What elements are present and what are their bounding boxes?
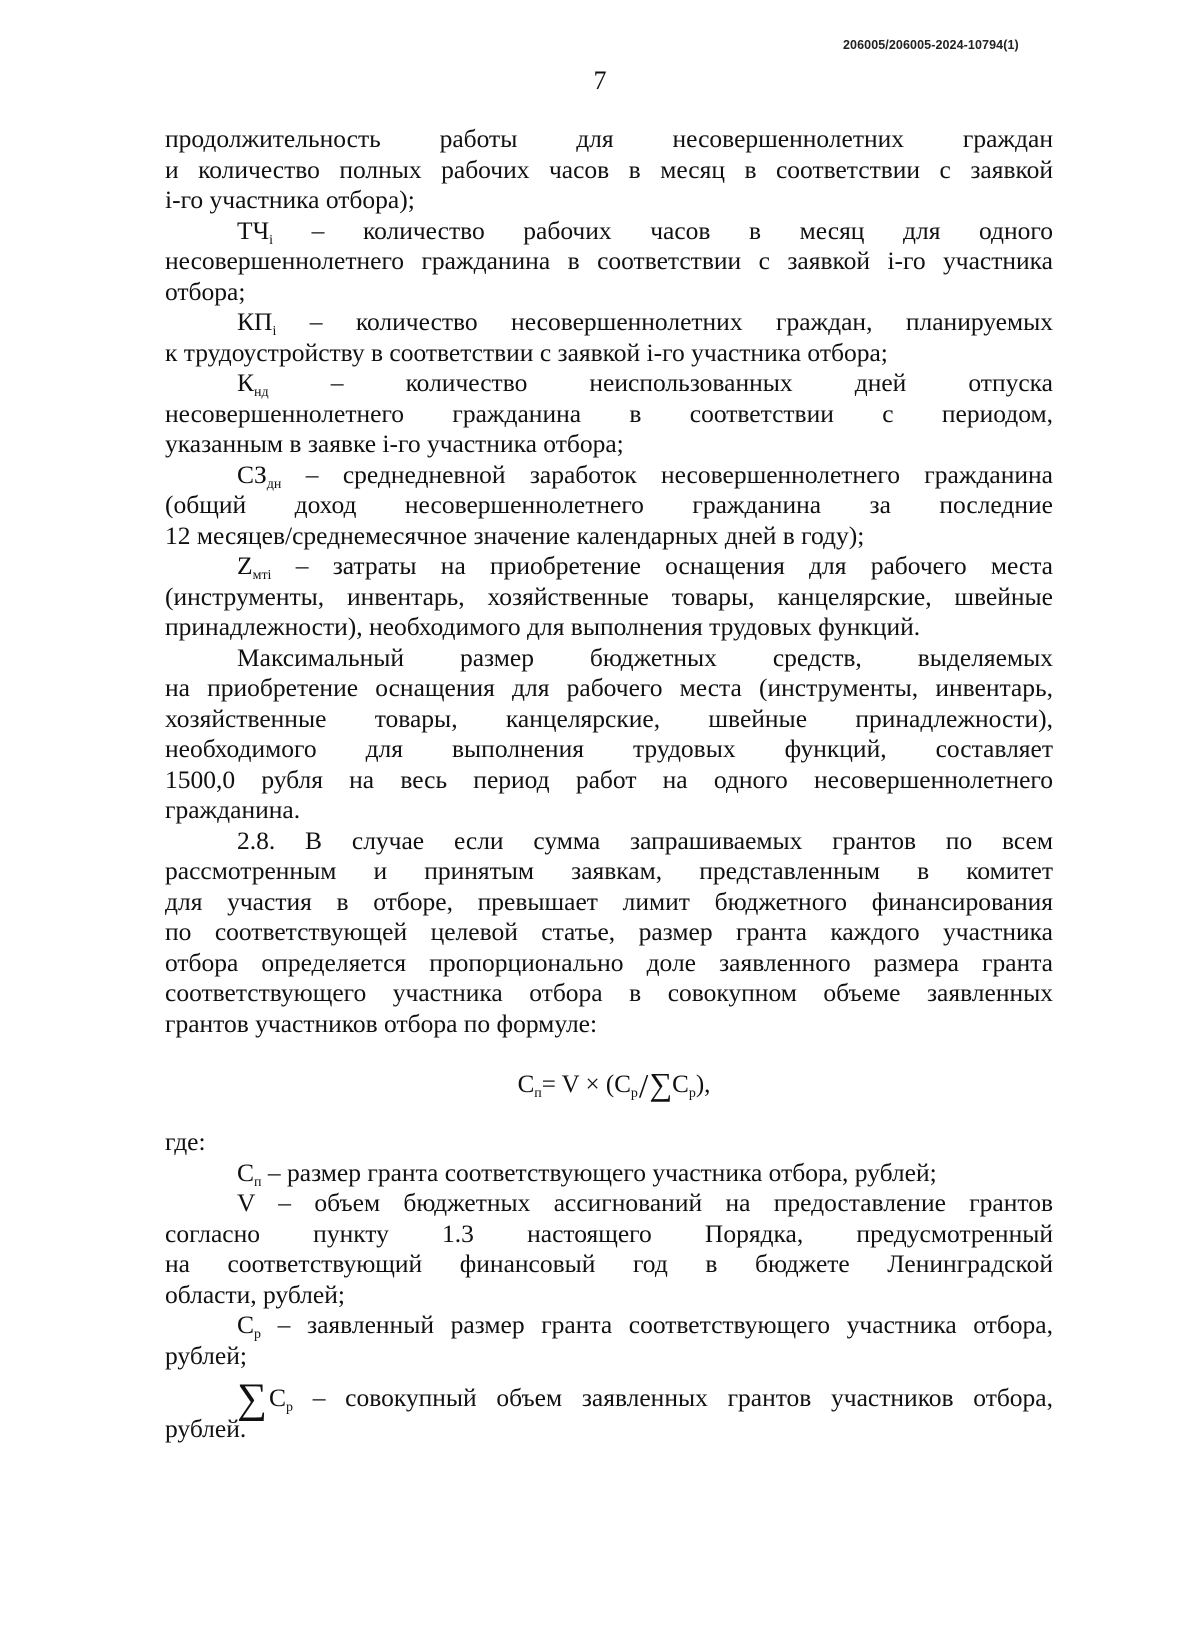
definition-kp: $КП_i$ – количество несовершеннолетних граждан, планируемых [237,307,1054,339]
sum-sign: ∑ [649,1066,673,1102]
definition-cn: $С_п$ – размер гранта соответствующего участника отбора, рублей; [237,1157,937,1190]
text-line: i-го участника отбора); [165,185,415,214]
text-line: и количество полных рабочих часов в месяц в соответствии с заявкой [165,154,1053,184]
text-line: области, рублей; [165,1279,345,1309]
definition-zmt: $Z_{мтi}$ – затраты на приобретение оснащения для рабочего места [237,551,1053,583]
definition-cp: $С_р$ – заявленный размер гранта соответствующего участника отбора, [237,1310,1053,1342]
text-line: гражданина. [165,795,301,824]
text-line: согласно пункту 1.3 настоящего Порядка, предусмотренный [165,1218,1053,1248]
formula-sub: р [630,1086,638,1101]
text-line: рублей. [165,1413,247,1443]
text-line: принадлежности), необходимого для выполнения трудовых функций. [165,612,921,641]
symbol-tch: $ТЧ_i$ [237,215,274,248]
text-line: 2.8. В случае если сумма запрашиваемых грантов по всем [237,825,1053,855]
formula-sub: р [688,1086,696,1101]
symbol-cn: $С_п$ [237,1157,262,1190]
symbol-cp: $С_р$ [237,1310,262,1342]
definition-sum-cp: $\sum С_р$ – совокупный объем заявленных грантов участников отбора, [237,1376,1054,1422]
text-line: на соответствующий финансовый год в бюджете Ленинградской [165,1249,1053,1278]
text-line: на приобретение оснащения для рабочего места (инструменты, инвентарь, [165,673,1053,702]
formula-lhs: $С_п$ [517,1071,542,1101]
text-line: для участия в отборе, превышает лимит бюджетного финансирования [165,886,1053,916]
symbol-sum-cp: $\sum С_р$ [237,1376,293,1422]
symbol-kp: $КП_i$ [237,307,277,339]
symbol-zmt: $Z_{мтi}$ [237,551,272,583]
symbol-v: V [237,1188,255,1217]
definition-tch: $ТЧ_i$ – количество рабочих часов в месяц для одного [237,215,1054,248]
text-line: необходимого для выполнения трудовых функций, составляет [165,734,1053,763]
formula-eq: = V × (С [541,1071,631,1098]
symbol-knd: $К_{нд}$ [237,368,269,400]
formula-tail: ), [695,1071,711,1098]
text-line: 12 месяцев/среднемесячное значение календарных дней в году); [165,520,865,550]
text-line: рассмотренным и принятым заявкам, представленным в комитет [165,856,1053,885]
text-line: (общий доход несовершеннолетнего гражданина за последние [165,490,1053,519]
text-line: отбора; [165,276,246,306]
text-line: по соответствующей целевой статье, размер гранта каждого участника [165,917,1053,946]
grant-formula [165,1066,1053,1109]
text-line: указанным в заявке i-го участника отбора; [165,429,624,458]
text-line: Максимальный размер бюджетных средств, выделяемых [237,642,1053,672]
text-line: несовершеннолетнего гражданина в соответствии с заявкой i-го участника [165,246,1053,275]
formula-c: С [672,1071,689,1098]
document-body [165,124,1053,1444]
symbol-szdn: $СЗ_{дн}$ [237,459,282,492]
text-line: (инструменты, инвентарь, хозяйственные товары, канцелярские, швейные [165,581,1053,611]
definition-knd: $К_{нд}$ – количество неиспользованных дней отпуска [237,368,1053,400]
definition-szdn: $СЗ_{дн}$ – среднедневной заработок несовершеннолетнего гражданина [237,459,1053,492]
text-line: продолжительность работы для несовершеннолетних граждан [165,124,1053,153]
sum-sign: ∑ [237,1376,267,1422]
document-id: 206005/206005-2024-10794(1) [843,38,1019,52]
definition-v: V – объем бюджетных ассигнований на предоставление грантов [237,1188,1053,1217]
text-line: отбора определяется пропорционально доле заявленного размера гранта [165,947,1053,977]
text-line: грантов участников отбора по формуле: [165,1008,598,1038]
text-line: соответствующего участника отбора в совокупном объеме заявленных [165,978,1053,1007]
text-line: к трудоустройству в соответствии с заявкой i-го участника отбора; [165,337,888,367]
text-line: где: [165,1127,206,1156]
text-line: 1500,0 рубля на весь период работ на одного несовершеннолетнего [165,764,1053,794]
formula-slash: / [638,1068,649,1105]
text-line: рублей; [165,1340,247,1370]
text-line: хозяйственные товары, канцелярские, швейные принадлежности), [165,703,1053,733]
page-number: 7 [593,66,607,95]
text-line: несовершеннолетнего гражданина в соответствии с периодом, [165,398,1053,428]
